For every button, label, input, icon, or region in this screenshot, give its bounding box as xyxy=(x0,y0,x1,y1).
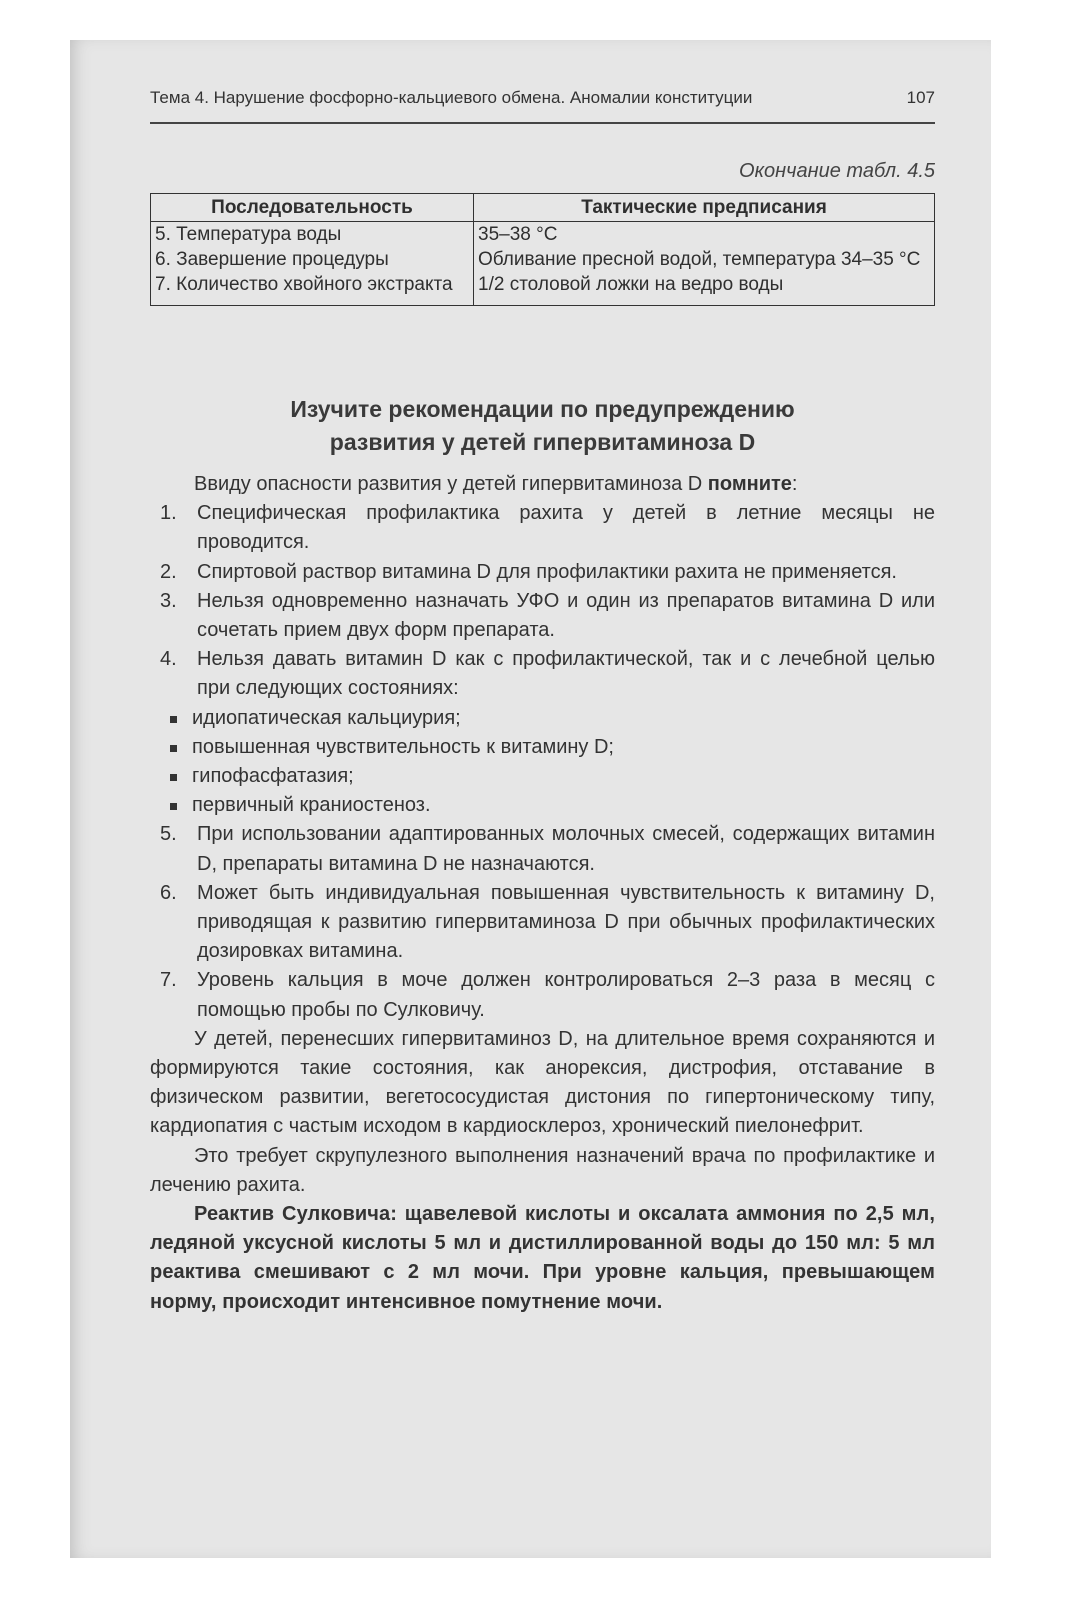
list-item-text: Нельзя давать витамин D как с профилактической, так и с лечебной целью при следующих состояниях: xyxy=(197,648,935,700)
square-bullet-icon xyxy=(170,716,177,723)
list-item-text: Нельзя одновременно назначать УФО и один из препаратов витамина D или сочетать прием двух форм препарата. xyxy=(197,589,935,642)
bullet-item xyxy=(150,762,935,791)
square-bullet-icon xyxy=(170,774,177,781)
table-caption: Окончание табл. 4.5 xyxy=(739,160,935,182)
bullet-item xyxy=(150,733,935,762)
column-header-sequence: Последовательность xyxy=(151,194,474,222)
page-number: 107 xyxy=(906,88,935,107)
consequences-paragraph: У детей, перенесших гипервитаминоз D, на длительное время сохраняются и формируются такие состояния, как анорексия, дистрофия, отставание в физическом развитии, вегетососудистая дистония по гипертоническому типу, кардиопатия с частым исходом в кардиосклероз, хронический пиелонефрит. xyxy=(150,1027,935,1138)
section-heading xyxy=(150,393,935,459)
list-item-number: 5. xyxy=(160,823,177,846)
list-item-number: 6. xyxy=(160,881,177,904)
list-item-text: Спиртовой раствор витамина D для профилактики рахита не применяется. xyxy=(197,560,897,583)
list-item xyxy=(150,645,935,703)
square-bullet-icon xyxy=(170,745,177,752)
list-item xyxy=(150,587,935,645)
list-item-text: При использовании адаптированных молочных смесей, содержащих витамин D, препараты витамина D не назначаются. xyxy=(197,823,935,875)
square-bullet-icon xyxy=(170,803,177,810)
sulkovich-reagent-paragraph: Реактив Сулковича: щавелевой кислоты и оксалата аммония по 2,5 мл, ледяной уксусной кислоты 5 мл и дистиллированной воды до 150 мл: 5 мл реактива смешивают с 2 мл мочи. При уровне кальция, превышающем норму, происходит интенсивное помутнение мочи. xyxy=(150,1203,935,1313)
table-row xyxy=(151,247,935,272)
table-row xyxy=(151,222,935,248)
tactics-table xyxy=(150,193,935,306)
list-item xyxy=(150,966,935,1024)
section-heading-line: Изучите рекомендации по предупреждению xyxy=(290,396,795,422)
table-cell: 1/2 столовой ложки на ведро воды xyxy=(474,272,935,306)
header-rule xyxy=(150,122,935,124)
list-item xyxy=(150,499,935,557)
bullet-item xyxy=(150,704,935,733)
list-item xyxy=(150,879,935,967)
table-cell: 35–38 °С xyxy=(474,222,935,248)
running-header xyxy=(150,88,935,108)
bullet-text: идиопатическая кальциурия; xyxy=(192,706,461,729)
table-cell: 6. Завершение процедуры xyxy=(151,247,474,272)
intro-emphasis: помните xyxy=(707,473,792,495)
bullet-text: повышенная чувствительность к витамину D; xyxy=(192,735,614,758)
running-title: Тема 4. Нарушение фосфорно-кальциевого обмена. Аномалии конституции xyxy=(150,88,753,107)
requirement-paragraph: Это требует скрупулезного выполнения назначений врача по профилактике и лечению рахита. xyxy=(150,1144,935,1196)
table-cell: 5. Температура воды xyxy=(151,222,474,248)
list-item-number: 2. xyxy=(160,560,177,583)
bullet-text: первичный краниостеноз. xyxy=(192,794,431,817)
list-item-number: 7. xyxy=(160,969,177,992)
list-item xyxy=(150,558,935,587)
list-item-text: Может быть индивидуальная повышенная чувствительность к витамину D, приводящая к развитию гипервитаминоза D при обычных профилактических дозировках витамина. xyxy=(197,881,935,963)
list-item-text: Уровень кальция в моче должен контролироваться 2–3 раза в месяц с помощью пробы по Сулковичу. xyxy=(197,969,935,1021)
table-cell: Обливание пресной водой, температура 34–35 °С xyxy=(474,247,935,272)
bullet-item xyxy=(150,791,935,820)
list-item-number: 1. xyxy=(160,502,177,525)
section-heading-line: развития у детей гипервитаминоза D xyxy=(329,429,756,455)
bullet-text: гипофасфатазия; xyxy=(192,765,354,788)
table-row xyxy=(151,272,935,306)
list-item-text: Специфическая профилактика рахита у детей в летние месяцы не проводится. xyxy=(197,502,935,554)
list-item-number: 3. xyxy=(160,589,177,612)
column-header-instructions: Тактические предписания xyxy=(474,194,935,222)
intro-end: : xyxy=(791,473,798,495)
list-item-number: 4. xyxy=(160,648,177,671)
intro-paragraph xyxy=(150,470,935,499)
section-body xyxy=(150,470,935,1317)
list-item xyxy=(150,820,935,878)
table-header-row xyxy=(151,194,935,222)
table-cell: 7. Количество хвойного экстракта xyxy=(151,272,474,306)
intro-text: Ввиду опасности развития у детей гипервитаминоза D xyxy=(194,473,708,495)
